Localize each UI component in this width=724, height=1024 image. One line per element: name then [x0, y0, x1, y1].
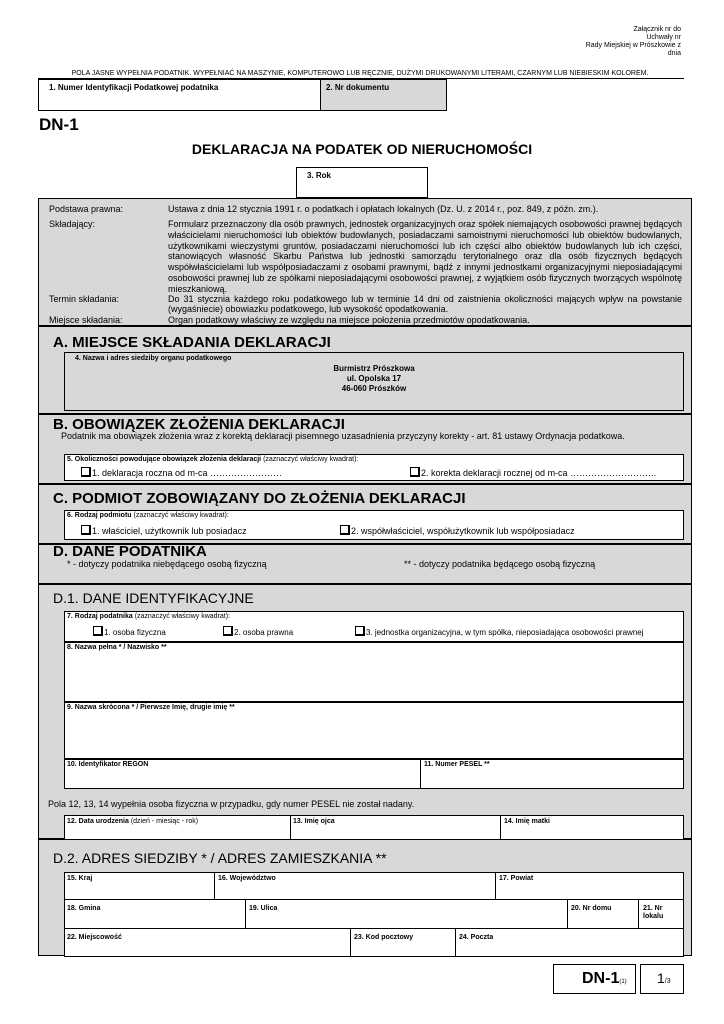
correction-note: Podatnik ma obowiązek złożenia wraz z korektą deklaracji pisemnego uzasadnienia przyczyny korekty - art. 81 ustawy Ordynacja podatkowa.: [61, 431, 625, 441]
checkbox[interactable]: [93, 626, 103, 636]
mother-name-label: 14. Imię matki: [504, 818, 550, 825]
pesel-label: 11. Numer PESEL **: [424, 761, 490, 768]
deadline-text: Do 31 stycznia każdego roku podatkowego lub w terminie 14 dni od zaistnienia okoliczności mających wpływ na powstanie (wygaśniecie) obowiazku podatkowego, lub wysokość opodatkowania.: [168, 294, 682, 314]
option-organizational-unit-label: 3. jednostka organizacyjna, w tym spółka, nieposiadająca osobowości prawnej: [366, 628, 644, 637]
option-annual[interactable]: [81, 467, 282, 478]
tax-office-name: Burmistrz Prószkowa: [333, 364, 415, 373]
section-b: [38, 414, 692, 484]
mother-name-field[interactable]: [500, 815, 684, 840]
municipality-field[interactable]: [64, 899, 246, 929]
year-label: 3. Rok: [307, 171, 332, 180]
flat-number-label-line: lokalu: [643, 913, 664, 920]
annex-note: [586, 26, 681, 58]
option-co-owner[interactable]: [340, 525, 575, 536]
annex-line: Załącznik nr do: [633, 26, 681, 33]
page-total: /3: [664, 978, 671, 985]
place-text: Organ podatkowy właściwy ze względu na miejsce położenia przedmiotów opodatkowania.: [168, 315, 530, 325]
birth-date-hint: (dzień - miesiąc - rok): [130, 818, 199, 825]
nip-label: 1. Numer Identyfikacji Podatkowej podatnika: [49, 83, 219, 92]
house-number-label: 20. Nr domu: [571, 905, 612, 912]
tax-office-label: 4. Nazwa i adres siedziby organu podatkowego: [75, 355, 232, 362]
entity-type-field: [64, 510, 684, 540]
option-co-owner-label: 2. współwłaściciel, współużytkownik lub współposiadacz: [351, 526, 575, 536]
country-label: 15. Kraj: [67, 875, 93, 882]
page-number-box: [640, 964, 684, 994]
section-d-title: D. DANE PODATNIKA: [53, 543, 207, 560]
section-d1-title: D.1. DANE IDENTYFIKACYJNE: [53, 590, 254, 606]
house-number-field[interactable]: [567, 899, 639, 929]
regon-field[interactable]: [64, 759, 421, 789]
street-field[interactable]: [245, 899, 568, 929]
flat-number-field[interactable]: [638, 899, 684, 929]
postal-code-label: 23. Kod pocztowy: [354, 934, 414, 941]
circumstances-field: [64, 454, 684, 481]
taxpayer-type-field: [64, 611, 684, 642]
full-name-field[interactable]: [64, 642, 684, 702]
birth-date-field[interactable]: [64, 815, 291, 840]
option-organizational-unit[interactable]: [355, 626, 644, 637]
flat-number-label-line: 21. Nr: [643, 905, 663, 912]
county-field[interactable]: [495, 872, 684, 900]
place-label: Miejsce składania:: [49, 315, 123, 325]
checkbox[interactable]: [223, 626, 233, 636]
section-c-title: C. PODMIOT ZOBOWIĄZANY DO ZŁOŻENIA DEKLARACJI: [53, 490, 466, 507]
voivodeship-label: 16. Województwo: [218, 875, 276, 882]
section-d1: [38, 584, 692, 839]
entity-type-hint: (zaznaczyć właściwy kwadrat):: [133, 512, 229, 519]
footer-code: DN-1: [582, 970, 620, 987]
taxpayer-type-label: 7. Rodzaj podatnika: [67, 613, 133, 620]
pesel-field[interactable]: [420, 759, 684, 789]
tax-office-city: 46-060 Prószków: [341, 384, 407, 393]
section-d2-title: D.2. ADRES SIEDZIBY * / ADRES ZAMIESZKANIA **: [53, 850, 387, 866]
pesel-note: Pola 12, 13, 14 wypełnia osoba fizyczna w przypadku, gdy numer PESEL nie został nadany.: [48, 799, 415, 809]
municipality-label: 18. Gmina: [67, 905, 101, 912]
short-name-label: 9. Nazwa skrócona * / Pierwsze Imię, drugie imię **: [67, 704, 235, 711]
checkbox[interactable]: [81, 467, 91, 477]
tax-office-street: ul. Opolska 17: [346, 374, 402, 383]
note-non-physical: * - dotyczy podatnika niebędącego osobą fizyczną: [67, 559, 267, 569]
option-owner[interactable]: [81, 525, 247, 536]
option-legal-person[interactable]: [223, 626, 293, 637]
option-correction[interactable]: [410, 467, 656, 478]
option-natural-person[interactable]: [93, 626, 166, 637]
footer-code-sub: (1): [619, 979, 627, 985]
section-a: [38, 326, 692, 414]
filer-label: Składający:: [49, 219, 96, 229]
legal-basis-label: Podstawa prawna:: [49, 204, 124, 214]
footer-form-code: [553, 964, 636, 994]
circumstances-label: 5. Okoliczności powodujące obowiązek złożenia deklaracji: [67, 456, 262, 463]
county-label: 17. Powiat: [499, 875, 534, 882]
town-label: 22. Miejscowość: [67, 934, 122, 941]
street-label: 19. Ulica: [249, 905, 278, 912]
document-number-field: [320, 79, 447, 111]
section-a-title: A. MIEJSCE SKŁADANIA DEKLARACJI: [53, 334, 331, 351]
town-field[interactable]: [64, 928, 351, 957]
section-b-title: B. OBOWIĄZEK ZŁOŻENIA DEKLARACJI: [53, 416, 345, 433]
father-name-label: 13. Imię ojca: [293, 818, 335, 825]
country-field[interactable]: [64, 872, 215, 900]
form-code: DN-1: [39, 115, 79, 134]
father-name-field[interactable]: [290, 815, 501, 840]
regon-label: 10. Identyfikator REGON: [67, 761, 149, 768]
checkbox[interactable]: [81, 525, 91, 535]
fill-instruction: POLA JASNE WYPEŁNIA PODATNIK. WYPEŁNIAĆ NA MASZYNIE, KOMPUTEROWO LUB RĘCZNIE, DUŻYMI DRUKOWANYMI LITERAMI, CZARNYM LUB NIEBIESKIM KOLOREM.: [71, 70, 649, 77]
option-legal-person-label: 2. osoba prawna: [234, 628, 294, 637]
short-name-field[interactable]: [64, 702, 684, 759]
annex-line: Rady Miejskiej w Prószkowie z: [585, 42, 681, 49]
annex-line: dnia: [667, 50, 681, 57]
checkbox[interactable]: [410, 467, 420, 477]
form-title: DEKLARACJA NA PODATEK OD NIERUCHOMOŚCI: [191, 141, 533, 157]
document-number-label: 2. Nr dokumentu: [326, 83, 390, 92]
post-office-field[interactable]: [455, 928, 684, 957]
checkbox[interactable]: [340, 525, 350, 535]
nip-field[interactable]: [38, 79, 321, 111]
annex-line: Uchwały nr: [646, 34, 681, 41]
section-d2: [38, 839, 692, 956]
option-natural-person-label: 1. osoba fizyczna: [104, 628, 166, 637]
section-d: [38, 544, 692, 584]
flat-number-label: [643, 905, 663, 921]
option-correction-label: 2. korekta deklaracji rocznej od m-ca ………………………..: [421, 468, 657, 478]
page-number: 1: [657, 970, 665, 986]
full-name-label: 8. Nazwa pełna * / Nazwisko **: [67, 644, 167, 651]
option-owner-label: 1. właściciel, użytkownik lub posiadacz: [92, 526, 247, 536]
circumstances-hint: (zaznaczyć właściwy kwadrat):: [263, 456, 359, 463]
year-field[interactable]: [296, 167, 428, 198]
checkbox[interactable]: [355, 626, 365, 636]
birth-date-label: 12. Data urodzenia: [67, 818, 129, 825]
deadline-label: Termin składania:: [49, 294, 120, 304]
voivodeship-field[interactable]: [214, 872, 496, 900]
legal-basis-text: Ustawa z dnia 12 stycznia 1991 r. o podatkach i opłatach lokalnych (Dz. U. z 2014 r., poz. 849, z późn. zm.).: [168, 204, 599, 214]
note-physical: ** - dotyczy podatnika będącego osobą fizyczną: [404, 559, 596, 569]
taxpayer-type-hint: (zaznaczyć właściwy kwadrat):: [134, 613, 230, 620]
entity-type-label: 6. Rodzaj podmiotu: [67, 512, 132, 519]
postal-code-field[interactable]: [350, 928, 456, 957]
filer-text: Formularz przeznaczony dla osób prawnych, jednostek organizacyjnych oraz spółek niemających osobowości prawnej będących właścicielami nieruchomości lub obiektów budowlanych, posiadaczami samoistnymi nieruchomości lub obiektów budowlanych, użytkownikami wieczystymi gruntów, posiadaczami nieruchomości lub ich części albo obiektów budowlanych lub ich części, stanowiących własność Skarbu Państwa lub jednostki samorządu terytorialnego oraz dla osób fizycznych będących współwłaścicielami lub współposiadaczami z osobami prawnymi, bądź z innymi jednostkami organizacyjnymi nieposiadającymi osobowości prawnej lub ze spółkami nieposiadającymi osobowości prawnej, z wyjątkiem osób fizycznych tworzących wspólnotę mieszkaniową.: [168, 219, 682, 294]
info-block: [38, 198, 692, 326]
section-c: [38, 484, 692, 544]
post-office-label: 24. Poczta: [459, 934, 494, 941]
option-annual-label: 1. deklaracja roczna od m-ca ……………………: [92, 468, 283, 478]
tax-office-field: [64, 352, 684, 411]
